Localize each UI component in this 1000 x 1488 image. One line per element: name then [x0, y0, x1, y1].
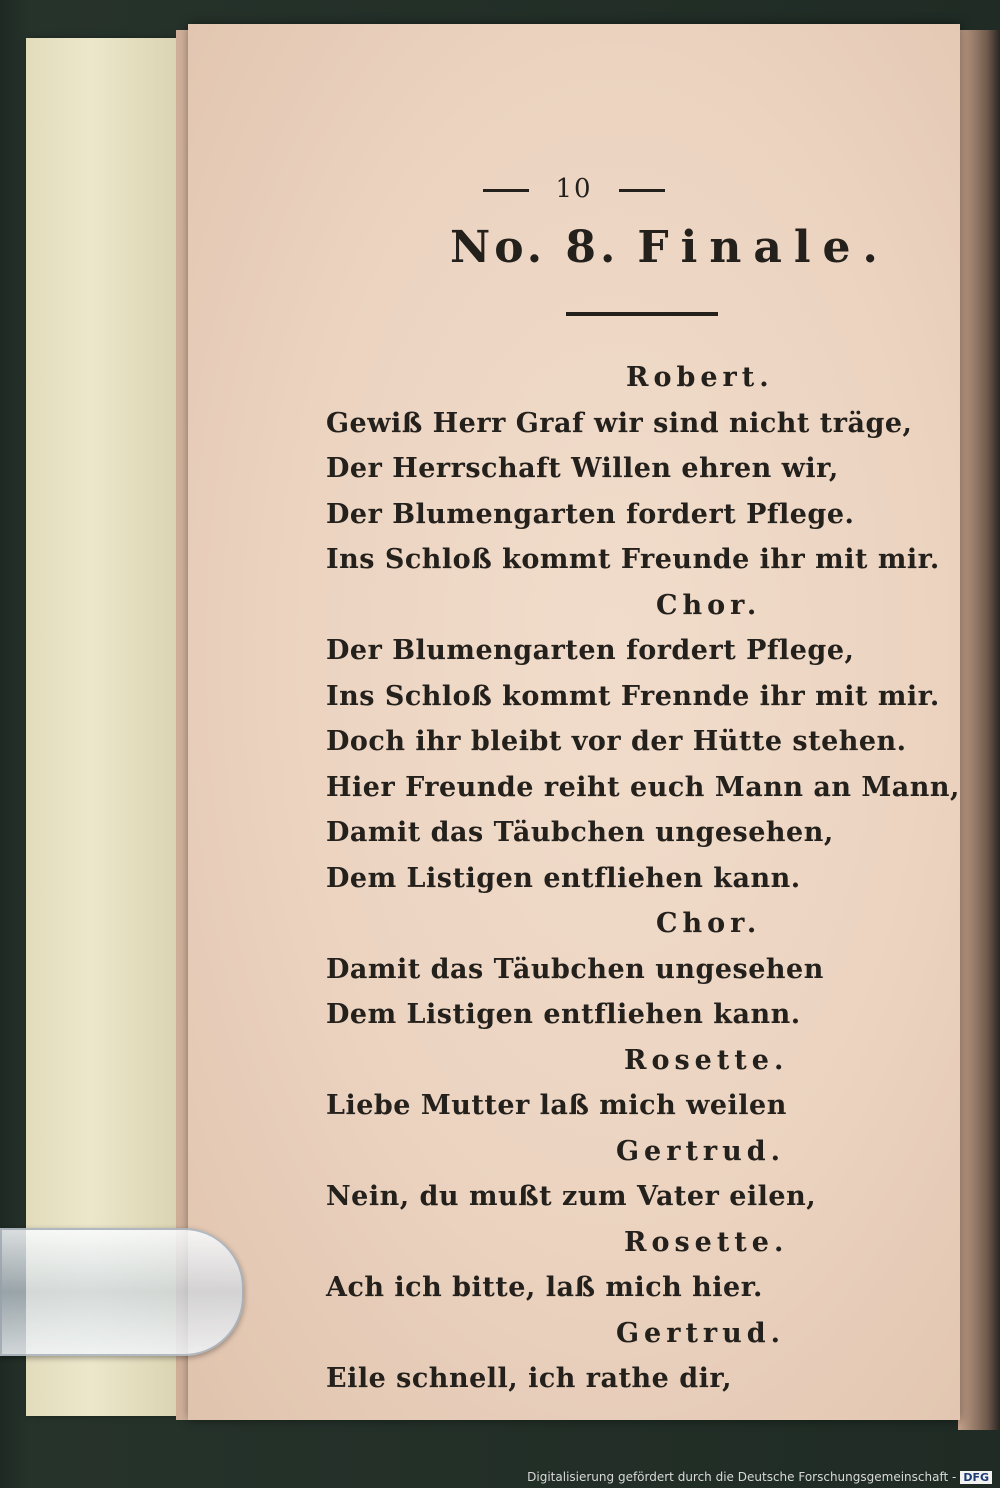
speaker-name: Robert.: [626, 362, 774, 393]
verse-line: Nein, du mußt zum Vater eilen,: [326, 1181, 817, 1212]
page-number: [188, 174, 960, 204]
speaker-name: Gertrud.: [616, 1136, 786, 1167]
verse-line: Dem Listigen entfliehen kann.: [326, 863, 801, 894]
footer-credit: [527, 1470, 992, 1484]
book-page: [188, 24, 960, 1420]
speaker-name: Gertrud.: [616, 1318, 786, 1349]
book-fore-edge: [958, 30, 1000, 1430]
plastic-page-clip: [0, 1228, 244, 1356]
dfg-logo: DFG: [960, 1471, 992, 1484]
speaker-name: Chor.: [656, 908, 762, 939]
verse-line: Ins Schloß kommt Frennde ihr mit mir.: [326, 681, 940, 712]
verse-line: Der Blumengarten fordert Pflege.: [326, 499, 855, 530]
section-title: [450, 222, 890, 273]
dash-left: [483, 189, 529, 192]
title-word: Finale.: [637, 222, 890, 273]
page-text: [188, 24, 960, 1420]
verse-line: Damit das Täubchen ungesehen,: [326, 817, 834, 848]
verse-line: Gewiß Herr Graf wir sind nicht träge,: [326, 408, 913, 439]
title-rule: [566, 312, 718, 316]
verse-line: Eile schnell, ich rathe dir,: [326, 1363, 732, 1394]
verse-line: Hier Freunde reiht euch Mann an Mann,: [326, 772, 960, 803]
verse-line: Ach ich bitte, laß mich hier.: [326, 1272, 763, 1303]
speaker-name: Rosette.: [624, 1227, 789, 1258]
dash-right: [619, 189, 665, 192]
speaker-name: Chor.: [656, 590, 762, 621]
page-number-value: 10: [555, 174, 593, 204]
verse-line: Ins Schloß kommt Freunde ihr mit mir.: [326, 544, 940, 575]
verse-line: Liebe Mutter laß mich weilen: [326, 1090, 787, 1121]
left-page-leaf: [26, 38, 186, 1416]
footer-credit-text: Digitalisierung gefördert durch die Deutsche Forschungsgemeinschaft -: [527, 1470, 957, 1484]
speaker-name: Rosette.: [624, 1045, 789, 1076]
verse-line: Der Herrschaft Willen ehren wir,: [326, 453, 839, 484]
verse-line: Der Blumengarten fordert Pflege,: [326, 635, 855, 666]
verse-line: Dem Listigen entfliehen kann.: [326, 999, 801, 1030]
verse-line: Damit das Täubchen ungesehen: [326, 954, 824, 985]
title-number: No. 8.: [450, 222, 620, 273]
verse-line: Doch ihr bleibt vor der Hütte stehen.: [326, 726, 907, 757]
